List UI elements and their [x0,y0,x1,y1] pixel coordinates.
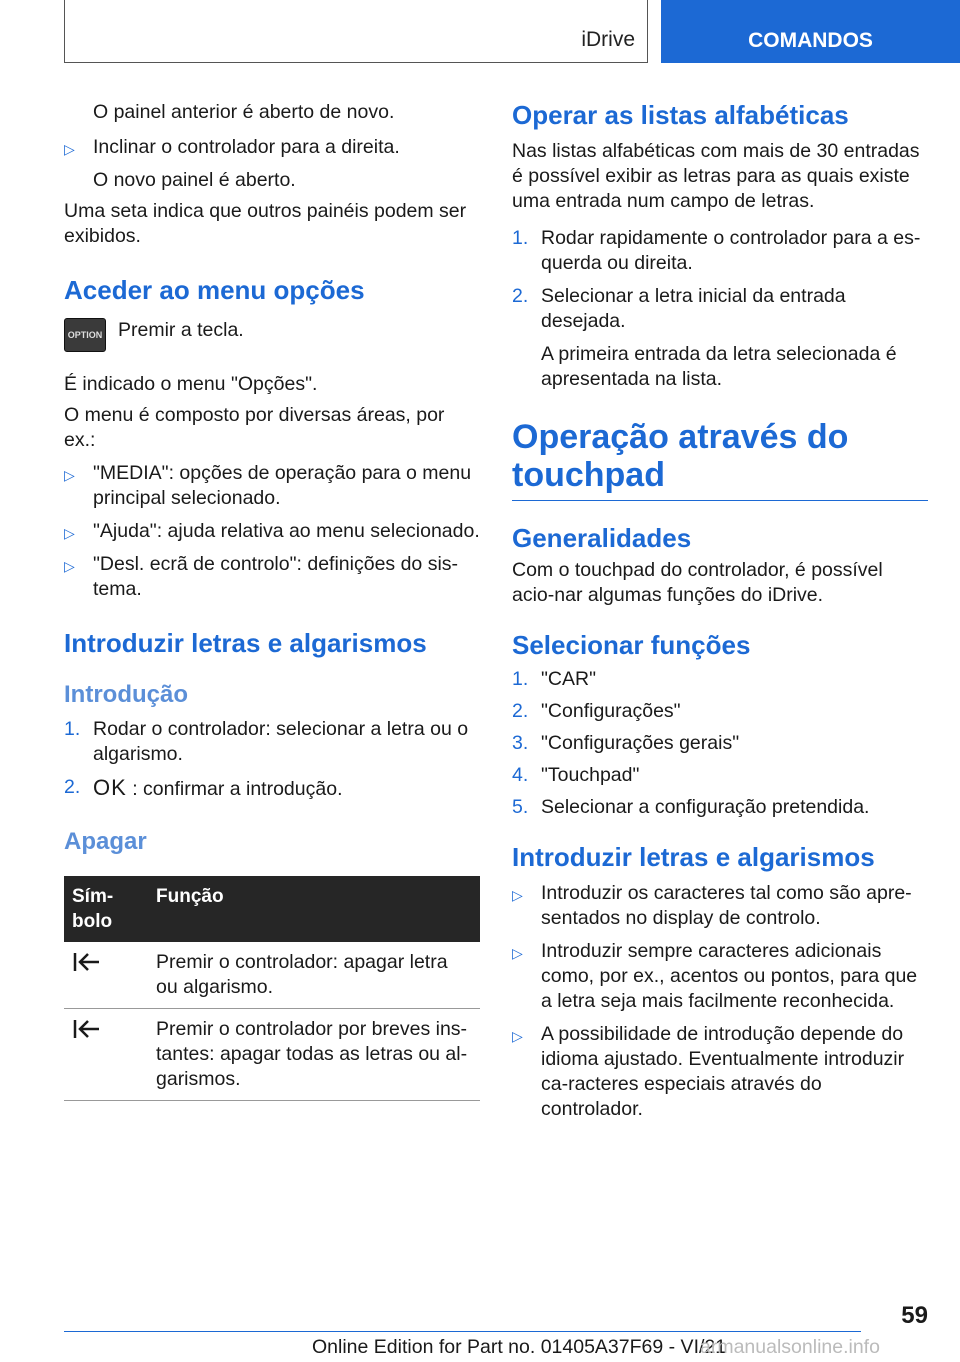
table-header-row [64,876,480,942]
paragraph: Nas listas alfabéticas com mais de 30 entradas é possível exibir as letras para as quais existe uma entrada num campo de letras. [512,140,920,212]
triangle-bullet-icon: ▷ [64,525,75,541]
list-item: 1. "CAR" [512,668,597,690]
triangle-bullet-icon: ▷ [64,141,75,157]
list-item: 2. OK : confirmar a introdução. [64,775,343,800]
delete-table [64,876,480,1101]
right-column [512,100,928,1122]
option-key-icon: OPTION [64,318,106,352]
chapter-heading-block [512,418,928,501]
triangle-bullet-icon: ▷ [512,887,523,903]
section-heading: Introduzir letras e algarismos [64,628,427,658]
list-item: ▷ "Ajuda": ajuda relativa ao menu selecionado. [64,519,480,544]
paragraph: Com o touchpad do controlador, é possível acio-nar algumas funções do iDrive. [512,559,883,606]
triangle-bullet-icon: ▷ [64,467,75,483]
triangle-bullet-icon: ▷ [512,1028,523,1044]
list-item: 1. Rodar o controlador: selecionar a letra ou o algarismo. [64,718,469,765]
list-item: ▷ "MEDIA": opções de operação para o menu principal selecionado. [64,462,472,509]
chapter-heading: Operação através do touchpad [512,418,849,494]
table-header: Sím-bolo [64,876,148,942]
list-item: ▷ "Desl. ecrã de controlo": definições do sis-tema. [64,553,459,600]
list-item: 1. Rodar rapidamente o controlador para a es-querda ou direita. [512,227,921,274]
subsection-heading: Introdução [64,681,188,708]
section-heading: Introduzir letras e algarismos [512,842,875,872]
list-item: ▷ Inclinar o controlador para a direita. [64,135,480,160]
header-section: iDrive [581,28,635,51]
section-heading: Operar as listas alfabéticas [512,100,849,130]
paragraph: Premir a tecla. [118,319,244,341]
table-header: Função [148,876,480,942]
list-item: ▷ Introduzir os caracteres tal como são apre-sentados no display de controlo. [512,882,912,929]
header-frame [64,0,648,63]
paragraph: Uma seta indica que outros painéis podem ser exibidos. [64,200,467,247]
table-row [64,942,480,1009]
page-number: 59 [901,1302,928,1329]
left-column [64,100,480,1101]
list-item: ▷ Introduzir sempre caracteres adicionais como, por ex., acentos ou pontos, para que a letra seja mais facilmente reconhecida. [512,940,918,1012]
triangle-bullet-icon: ▷ [512,945,523,961]
list-item: ▷ A possibilidade de introdução depende do idioma ajustado. Eventualmente introduzir ca-racteres especiais através do controlador. [512,1023,905,1120]
paragraph: O menu é composto por diversas áreas, por ex.: [64,404,445,451]
table-cell: Premir o controlador: apagar letra ou algarismo. [148,942,480,1009]
table-cell: Premir o controlador por breves ins-tantes: apagar todas as letras ou al-garismos. [148,1009,480,1101]
section-heading: Selecionar funções [512,630,751,660]
option-key-row [64,318,480,352]
list-item: 2. "Configurações" [512,700,681,722]
section-heading: Aceder ao menu opções [64,275,365,305]
list-item: 3. "Configurações gerais" [512,732,740,754]
delete-char-icon [64,942,148,1009]
intro-line: O novo painel é aberto. [93,169,296,191]
delete-all-icon [64,1009,148,1101]
section-heading: Generalidades [512,523,692,553]
list-item: 2. Selecionar a letra inicial da entrada desejada. [512,285,846,332]
edition-text: Online Edition for Part no. 01405A37F69 - VI/21 [312,1336,727,1358]
list-item: 4. "Touchpad" [512,764,640,786]
triangle-bullet-icon: ▷ [64,558,75,574]
subsection-heading: Apagar [64,828,147,855]
header-tab: COMANDOS [661,0,960,63]
watermark: armanualsonline.info [700,1336,880,1358]
footer-divider [64,1331,861,1332]
paragraph: É indicado o menu "Opções". [64,373,318,395]
list-item: 5. Selecionar a configuração pretendida. [512,796,870,818]
table-row [64,1009,480,1101]
intro-line: O painel anterior é aberto de novo. [93,101,395,123]
paragraph: A primeira entrada da letra selecionada é apresentada na lista. [541,343,897,390]
ok-icon: OK [93,775,127,800]
